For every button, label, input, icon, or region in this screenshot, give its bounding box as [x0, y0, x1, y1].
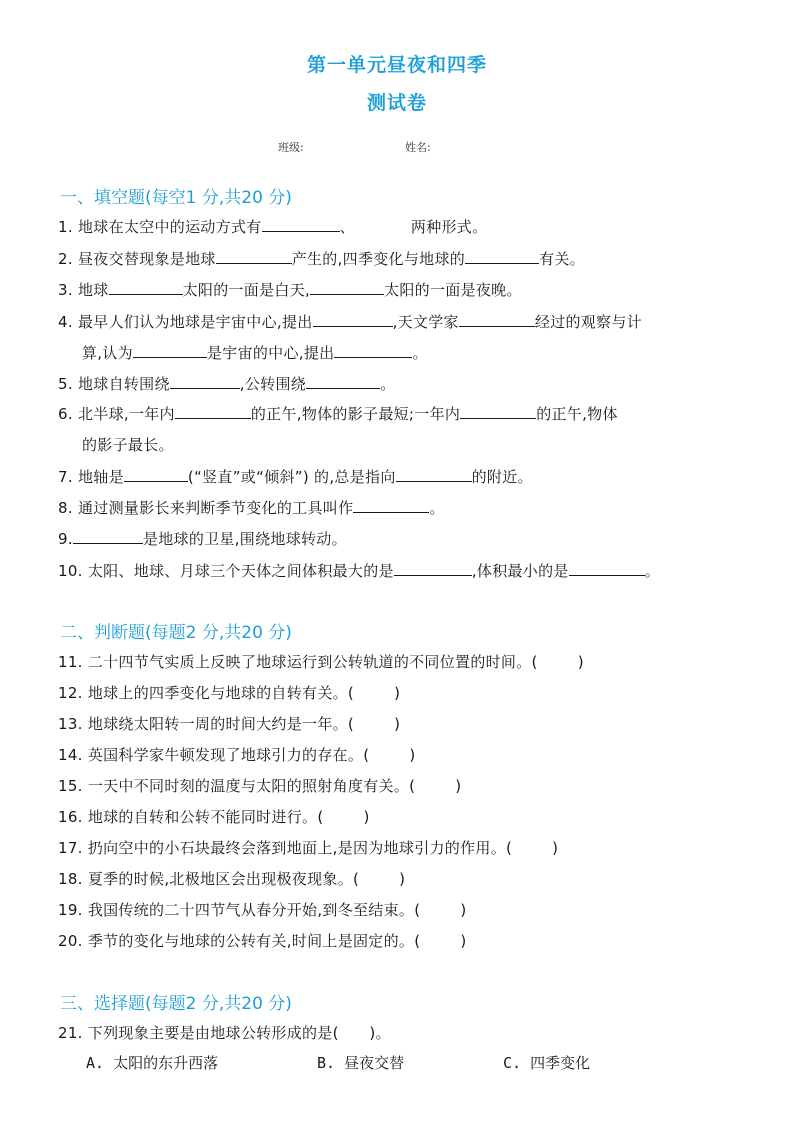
answer-blank[interactable]: [306, 373, 380, 389]
question-20: 20. 季节的变化与地球的公转有关,时间上是固定的。( ): [58, 932, 467, 950]
name-label: 姓名:: [405, 141, 431, 154]
section-choice-heading: 三、选择题(每题2 分,共20 分): [60, 994, 292, 1014]
option-c[interactable]: C. 四季变化: [503, 1054, 591, 1072]
answer-blank[interactable]: [170, 373, 240, 389]
class-label: 班级:: [278, 141, 304, 154]
answer-blank[interactable]: [396, 466, 472, 482]
option-a[interactable]: A. 太阳的东升西落: [86, 1054, 219, 1072]
page-subtitle: 测试卷: [366, 92, 427, 114]
answer-blank[interactable]: [569, 560, 645, 576]
question-3: 3. 地球 太阳的一面是白天, 太阳的一面是夜晚。: [58, 281, 522, 299]
section-fill-heading: 一、填空题(每空1 分,共20 分): [60, 188, 292, 208]
answer-blank[interactable]: [310, 279, 384, 295]
question-6-continued: 的影子最长。: [82, 436, 174, 454]
question-15: 15. 一天中不同时刻的温度与太阳的照射角度有关。( ): [58, 777, 462, 795]
section-judge-heading: 二、判断题(每题2 分,共20 分): [60, 623, 292, 643]
answer-blank[interactable]: [133, 342, 207, 358]
answer-blank[interactable]: [460, 403, 536, 419]
question-1: 1. 地球在太空中的运动方式有 、 两种形式。: [58, 218, 488, 236]
question-4: 4. 最早人们认为地球是宇宙中心,提出 ,天文学家 经过的观察与计: [58, 313, 642, 331]
question-12: 12. 地球上的四季变化与地球的自转有关。( ): [58, 684, 401, 702]
question-14: 14. 英国科学家牛顿发现了地球引力的存在。( ): [58, 746, 416, 764]
answer-blank[interactable]: [394, 560, 472, 576]
answer-blank[interactable]: [465, 248, 539, 264]
answer-blank[interactable]: [216, 248, 292, 264]
answer-blank[interactable]: [175, 403, 251, 419]
question-2: 2. 昼夜交替现象是地球 产生的,四季变化与地球的 有关。: [58, 250, 585, 268]
question-4-continued: 算,认为 是宇宙的中心,提出 。: [82, 344, 428, 362]
question-10: 10. 太阳、地球、月球三个天体之间体积最大的是 ,体积最小的是 。: [58, 562, 661, 580]
answer-blank[interactable]: [334, 342, 412, 358]
question-13: 13. 地球绕太阳转一周的时间大约是一年。( ): [58, 715, 401, 733]
question-19: 19. 我国传统的二十四节气从春分开始,到冬至结束。( ): [58, 901, 467, 919]
answer-blank[interactable]: [109, 279, 183, 295]
question-5: 5. 地球自转围绕 ,公转围绕 。: [58, 375, 396, 393]
question-16: 16. 地球的自转和公转不能同时进行。( ): [58, 808, 370, 826]
question-17: 17. 扔向空中的小石块最终会落到地面上,是因为地球引力的作用。( ): [58, 839, 559, 857]
question-8: 8. 通过测量影长来判断季节变化的工具叫作 。: [58, 499, 445, 517]
question-6: 6. 北半球,一年内 的正午,物体的影子最短;一年内 的正午,物体: [58, 405, 618, 423]
answer-blank[interactable]: [353, 497, 429, 513]
question-21: 21. 下列现象主要是由地球公转形成的是( )。: [58, 1024, 391, 1042]
answer-blank[interactable]: [459, 311, 535, 327]
question-18: 18. 夏季的时候,北极地区会出现极夜现象。( ): [58, 870, 406, 888]
page-title: 第一单元昼夜和四季: [306, 54, 487, 76]
answer-blank[interactable]: [313, 311, 393, 327]
answer-blank[interactable]: [124, 466, 188, 482]
question-11: 11. 二十四节气实质上反映了地球运行到公转轨道的不同位置的时间。( ): [58, 653, 584, 671]
option-b[interactable]: B. 昼夜交替: [317, 1054, 405, 1072]
answer-blank[interactable]: [73, 528, 143, 544]
answer-blank[interactable]: [262, 216, 340, 232]
question-7: 7. 地轴是 (“竖直”或“倾斜”) 的,总是指向 的附近。: [58, 468, 533, 486]
question-9: 9. 是地球的卫星,围绕地球转动。: [58, 530, 347, 548]
